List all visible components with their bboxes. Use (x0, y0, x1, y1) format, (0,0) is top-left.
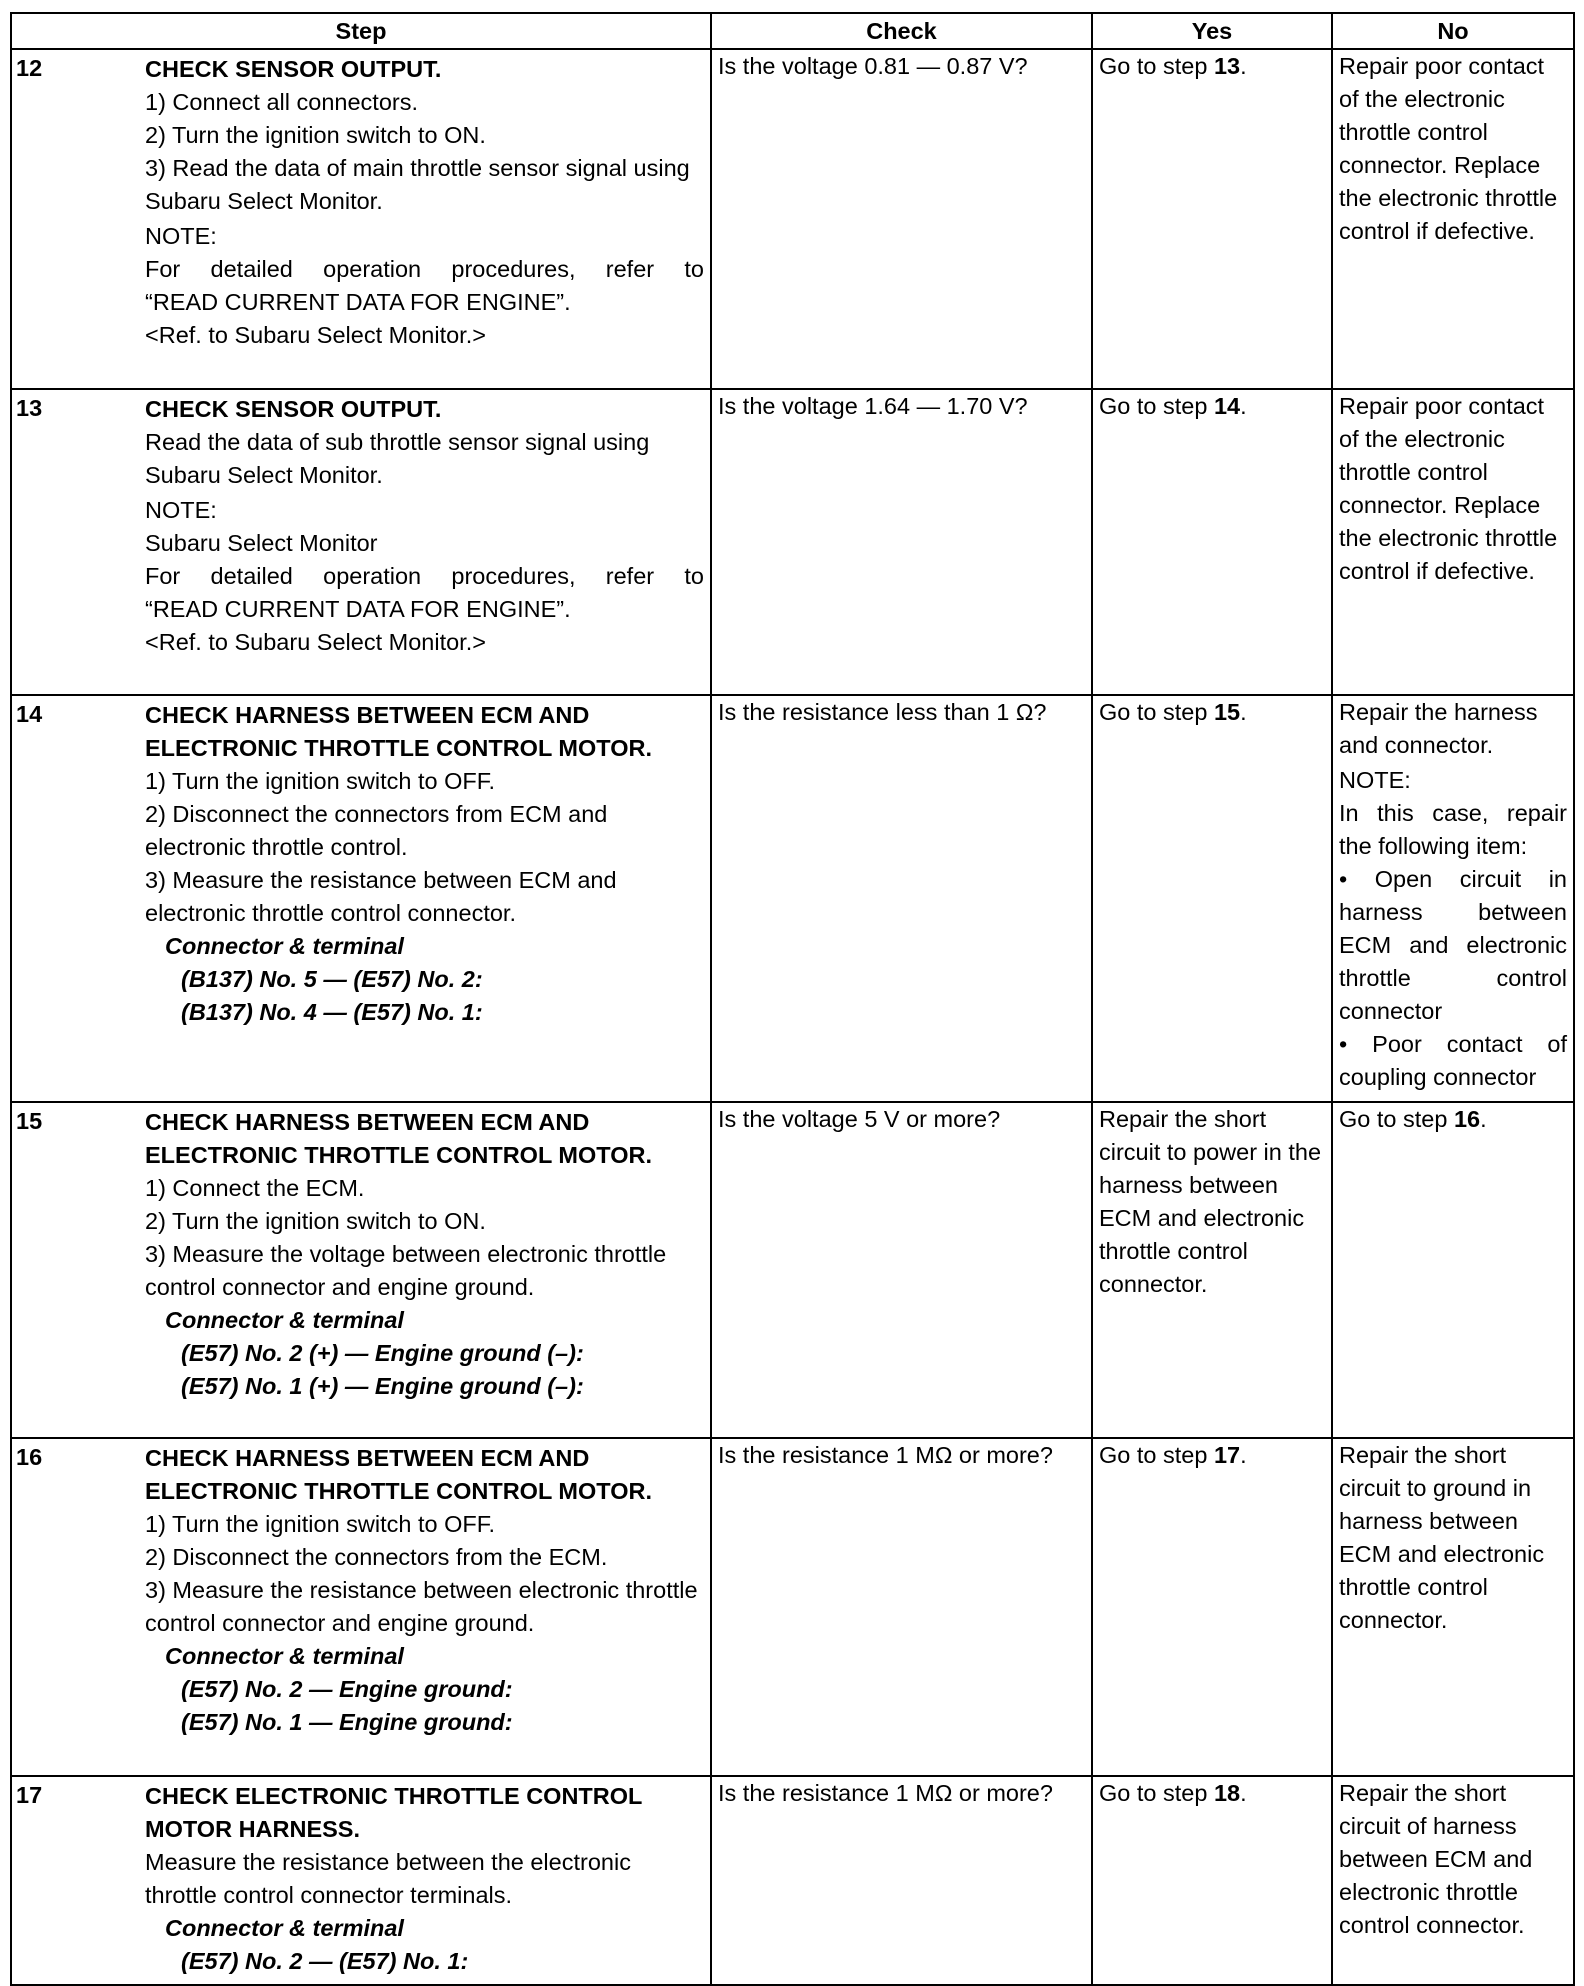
terminal-spec: (B137) No. 4 — (E57) No. 1: (181, 999, 483, 1025)
step-cell (11, 389, 711, 695)
no-suffix: . (1480, 1106, 1487, 1132)
connector-label: Connector & terminal (165, 1643, 404, 1669)
yes-suffix: . (1240, 1780, 1247, 1806)
no-bullet: • Open circuit in harness between ECM and electronic throttle control connector (1339, 866, 1567, 1024)
no-cell: Repair poor contact of the electronic throttle control connector. Replace the electronic throttle control if defective. (1332, 389, 1574, 695)
diagnostic-table (10, 12, 1575, 1986)
note-label: NOTE: (145, 497, 217, 523)
step-number: 14 (16, 701, 43, 727)
note-label: NOTE: (145, 223, 217, 249)
terminal-spec: (B137) No. 5 — (E57) No. 2: (181, 966, 483, 992)
terminal-spec: (E57) No. 1 — Engine ground: (181, 1709, 513, 1735)
step-cell (11, 49, 711, 389)
note-text: For detailed operation procedures, refer to (145, 563, 704, 589)
step-number: 17 (16, 1782, 43, 1808)
yes-step-link: 14 (1213, 393, 1241, 419)
step-cell (11, 1102, 711, 1438)
instruction-line: 3) Measure the resistance between ECM and electronic throttle control connector. (145, 867, 617, 926)
instruction-line: 3) Measure the voltage between electronic throttle control connector and engine ground. (145, 1241, 667, 1300)
no-text: Go to step (1339, 1106, 1454, 1132)
no-cell (1332, 1102, 1574, 1438)
header-step: Step (11, 13, 711, 49)
step-title: CHECK HARNESS BETWEEN ECM AND ELECTRONIC THROTTLE CONTROL MOTOR. (145, 1109, 652, 1168)
step-number: 13 (16, 395, 43, 421)
step-row-17 (11, 1776, 1574, 1985)
yes-step-link: 13 (1213, 53, 1241, 79)
step-row-14 (11, 695, 1574, 1102)
header-check: Check (711, 13, 1092, 49)
no-bullet: • Poor contact of coupling connector (1339, 1031, 1567, 1090)
step-title: CHECK SENSOR OUTPUT. (145, 396, 442, 422)
note-subject: Subaru Select Monitor (145, 530, 378, 556)
instruction-line: Measure the resistance between the electronic throttle control connector terminals. (145, 1849, 631, 1908)
step-cell (11, 695, 711, 1102)
yes-suffix: . (1240, 699, 1247, 725)
no-cell: Repair poor contact of the electronic throttle control connector. Replace the electronic throttle control if defective. (1332, 49, 1574, 389)
connector-label: Connector & terminal (165, 1307, 404, 1333)
instruction-line: 1) Turn the ignition switch to OFF. (145, 1511, 496, 1537)
instruction-line: 2) Disconnect the connectors from ECM and electronic throttle control. (145, 801, 608, 860)
instruction-line: 2) Turn the ignition switch to ON. (145, 122, 486, 148)
connector-label: Connector & terminal (165, 933, 404, 959)
instruction-line: 3) Read the data of main throttle sensor signal using Subaru Select Monitor. (145, 155, 690, 214)
step-number: 15 (16, 1108, 43, 1134)
instruction-line: 1) Turn the ignition switch to OFF. (145, 768, 496, 794)
no-cell: Repair the short circuit to ground in harness between ECM and electronic throttle control connector. (1332, 1438, 1574, 1776)
step-number: 16 (16, 1444, 43, 1470)
no-cell: Repair the short circuit of harness between ECM and electronic throttle control connector. (1332, 1776, 1574, 1985)
yes-step-link: 15 (1213, 699, 1241, 725)
step-row-15 (11, 1102, 1574, 1438)
header-no: No (1332, 13, 1574, 49)
yes-suffix: . (1240, 393, 1247, 419)
check-cell: Is the resistance 1 MΩ or more? (711, 1776, 1092, 1985)
no-note-text: In this case, repair the following item: (1339, 800, 1567, 859)
step-row-12 (11, 49, 1574, 389)
instruction-line: 3) Measure the resistance between electronic throttle control connector and engine ground. (145, 1577, 698, 1636)
yes-step-link: 18 (1213, 1780, 1241, 1806)
instruction-line: 1) Connect all connectors. (145, 89, 419, 115)
instruction-line: 1) Connect the ECM. (145, 1175, 365, 1201)
yes-text: Go to step (1099, 1442, 1214, 1468)
step-row-13 (11, 389, 1574, 695)
step-cell (11, 1776, 711, 1985)
no-text: Repair the harness and connector. (1339, 699, 1538, 758)
note-ref: <Ref. to Subaru Select Monitor.> (145, 629, 486, 655)
step-row-16 (11, 1438, 1574, 1776)
step-title: CHECK SENSOR OUTPUT. (145, 56, 442, 82)
step-title: CHECK HARNESS BETWEEN ECM AND ELECTRONIC THROTTLE CONTROL MOTOR. (145, 1445, 652, 1504)
step-number: 12 (16, 55, 43, 81)
note-ref: “READ CURRENT DATA FOR ENGINE”. (145, 596, 571, 622)
yes-cell: Repair the short circuit to power in the harness between ECM and electronic throttle control connector. (1092, 1102, 1332, 1438)
yes-suffix: . (1240, 1442, 1247, 1468)
header-yes: Yes (1092, 13, 1332, 49)
yes-cell (1092, 1438, 1332, 1776)
check-cell: Is the resistance less than 1 Ω? (711, 695, 1092, 1102)
yes-cell (1092, 1776, 1332, 1985)
no-cell (1332, 695, 1574, 1102)
check-cell: Is the voltage 0.81 — 0.87 V? (711, 49, 1092, 389)
yes-step-link: 17 (1213, 1442, 1241, 1468)
terminal-spec: (E57) No. 1 (+) — Engine ground (–): (181, 1373, 584, 1399)
note-text: For detailed operation procedures, refer to (145, 256, 704, 282)
step-cell (11, 1438, 711, 1776)
step-title: CHECK HARNESS BETWEEN ECM AND ELECTRONIC THROTTLE CONTROL MOTOR. (145, 702, 652, 761)
terminal-spec: (E57) No. 2 (+) — Engine ground (–): (181, 1340, 584, 1366)
instruction-line: 2) Turn the ignition switch to ON. (145, 1208, 486, 1234)
note-ref: “READ CURRENT DATA FOR ENGINE”. (145, 289, 571, 315)
terminal-spec: (E57) No. 2 — (E57) No. 1: (181, 1948, 469, 1974)
instruction-line: 2) Disconnect the connectors from the ECM. (145, 1544, 608, 1570)
note-ref: <Ref. to Subaru Select Monitor.> (145, 322, 486, 348)
connector-label: Connector & terminal (165, 1915, 404, 1941)
yes-text: Go to step (1099, 53, 1214, 79)
yes-suffix: . (1240, 53, 1247, 79)
yes-text: Go to step (1099, 393, 1214, 419)
no-note-label: NOTE: (1339, 767, 1411, 793)
check-cell: Is the voltage 5 V or more? (711, 1102, 1092, 1438)
yes-text: Go to step (1099, 1780, 1214, 1806)
terminal-spec: (E57) No. 2 — Engine ground: (181, 1676, 513, 1702)
step-title: CHECK ELECTRONIC THROTTLE CONTROL MOTOR HARNESS. (145, 1783, 642, 1842)
yes-cell (1092, 695, 1332, 1102)
yes-cell (1092, 389, 1332, 695)
yes-cell (1092, 49, 1332, 389)
yes-text: Go to step (1099, 699, 1214, 725)
check-cell: Is the voltage 1.64 — 1.70 V? (711, 389, 1092, 695)
instruction-line: Read the data of sub throttle sensor signal using Subaru Select Monitor. (145, 429, 650, 488)
check-cell: Is the resistance 1 MΩ or more? (711, 1438, 1092, 1776)
header-row (11, 13, 1574, 49)
no-step-link: 16 (1453, 1106, 1481, 1132)
